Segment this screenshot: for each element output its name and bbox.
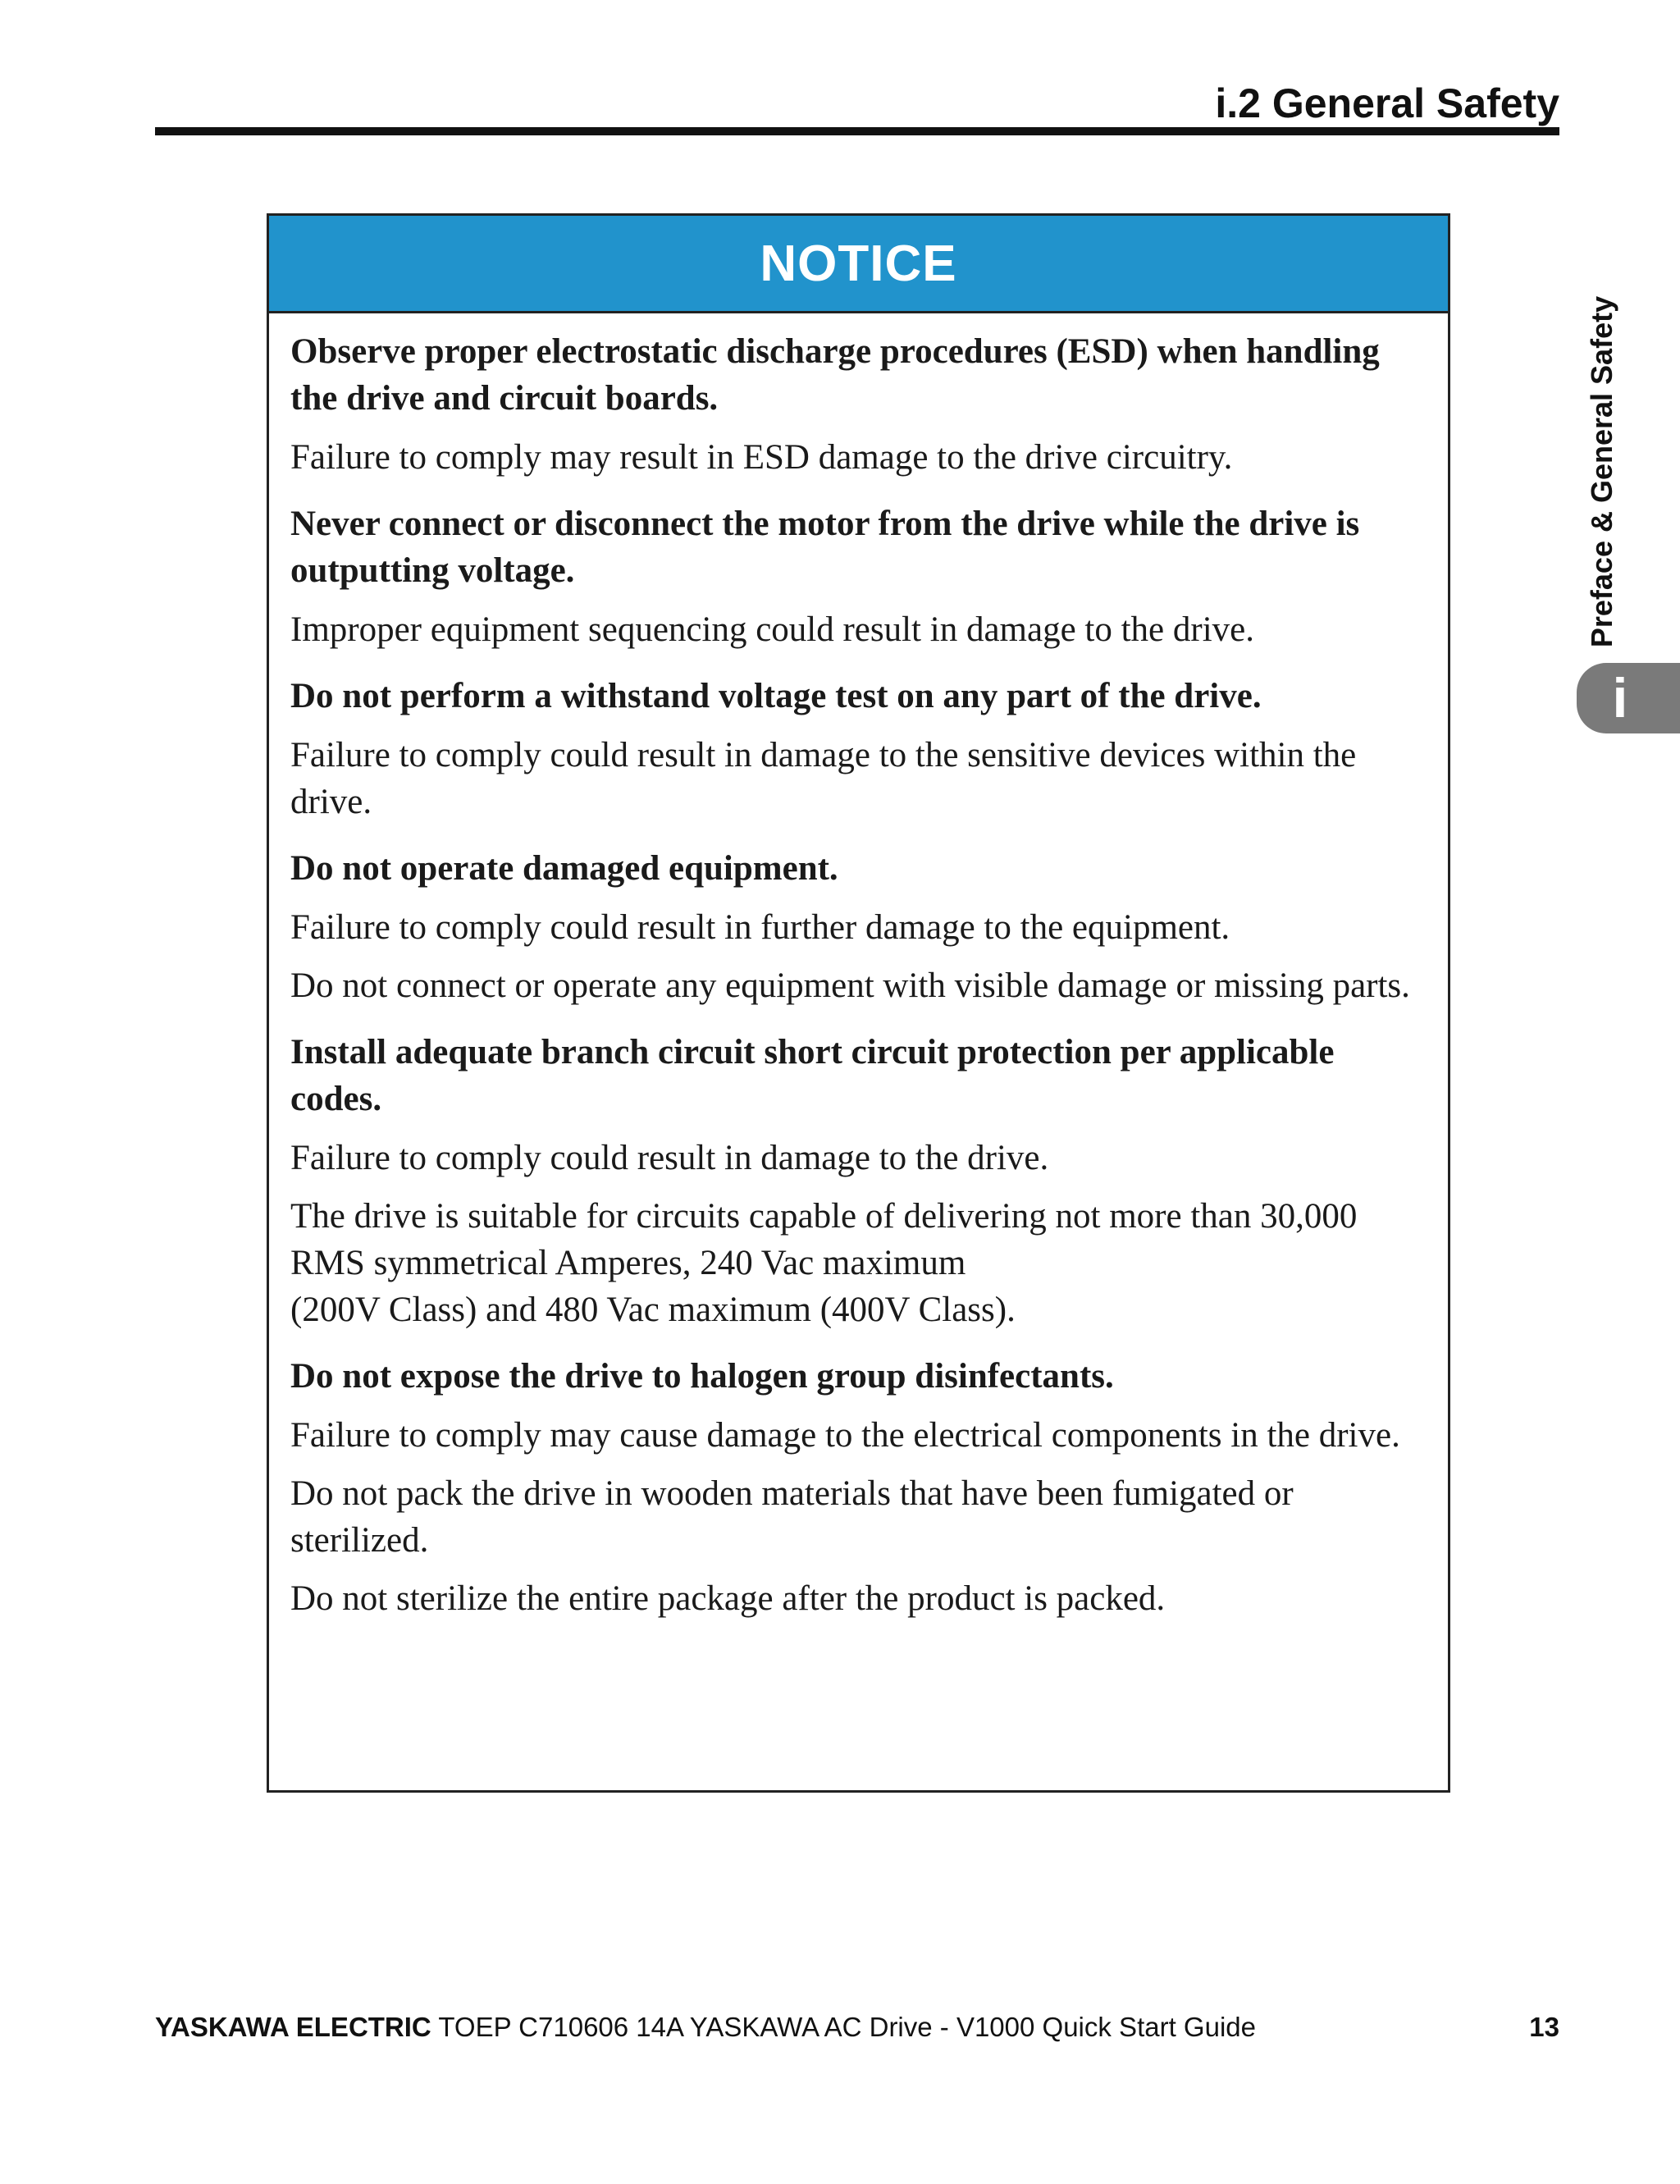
- chapter-side-label: [1582, 295, 1623, 648]
- notice-item: [290, 845, 1428, 1009]
- header-rule: [155, 127, 1559, 135]
- notice-item-text: Failure to comply may cause damage to the electrical components in the drive.: [290, 1416, 1400, 1455]
- section-title: i.2 General Safety: [1215, 80, 1559, 126]
- notice-item-text: Improper equipment sequencing could result in damage to the drive.: [290, 610, 1254, 649]
- notice-item: [290, 1029, 1428, 1333]
- footer-doc-title: TOEP C710606 14A YASKAWA AC Drive - V1000 Quick Start Guide: [431, 2012, 1256, 2042]
- notice-item-title: Do not perform a withstand voltage test on any part of the drive.: [290, 677, 1262, 715]
- notice-item-title: Do not expose the drive to halogen group disinfectants.: [290, 1357, 1114, 1396]
- notice-item-text: Do not sterilize the entire package after the product is packed.: [290, 1579, 1166, 1618]
- notice-item-text: Failure to comply could result in damage to the sensitive devices within the drive.: [290, 736, 1357, 821]
- notice-item: [290, 328, 1428, 481]
- notice-item: [290, 1353, 1428, 1622]
- notice-item-title: Observe proper electrostatic discharge procedures (ESD) when handling the drive and circuit boards.: [290, 332, 1380, 418]
- notice-item-title: Never connect or disconnect the motor from the drive while the drive is outputting voltage.: [290, 505, 1360, 590]
- notice-item-title: Install adequate branch circuit short circuit protection per applicable codes.: [290, 1033, 1335, 1118]
- notice-heading: NOTICE: [760, 235, 957, 292]
- notice-item-text: Failure to comply could result in further damage to the equipment.: [290, 908, 1230, 947]
- notice-header: [269, 216, 1448, 313]
- notice-item-text: Failure to comply could result in damage to the drive.: [290, 1139, 1049, 1177]
- notice-item-text: Failure to comply may result in ESD damage to the drive circuitry.: [290, 438, 1233, 477]
- notice-item-text: (200V Class) and 480 Vac maximum (400V Class).: [290, 1291, 1016, 1329]
- chapter-tab-marker: i: [1612, 667, 1628, 729]
- notice-body: [269, 313, 1448, 1622]
- footer-brand: YASKAWA ELECTRIC: [155, 2012, 431, 2042]
- chapter-tab: [1577, 663, 1680, 733]
- notice-item-text: The drive is suitable for circuits capable of delivering not more than 30,000 RMS symmetrical Amperes, 240 Vac maximum: [290, 1197, 1358, 1282]
- page-number: 13: [1529, 2012, 1559, 2042]
- notice-item: [290, 673, 1428, 825]
- notice-item-title: Do not operate damaged equipment.: [290, 849, 838, 888]
- notice-item-text: Do not connect or operate any equipment with visible damage or missing parts.: [290, 966, 1410, 1005]
- chapter-side-label-text: Preface & General Safety: [1585, 295, 1619, 648]
- notice-item: [290, 500, 1428, 653]
- notice-item-text: Do not pack the drive in wooden materials that have been fumigated or sterilized.: [290, 1474, 1294, 1560]
- notice-box: [267, 213, 1450, 1793]
- footer-doc-info: [155, 2009, 1256, 2045]
